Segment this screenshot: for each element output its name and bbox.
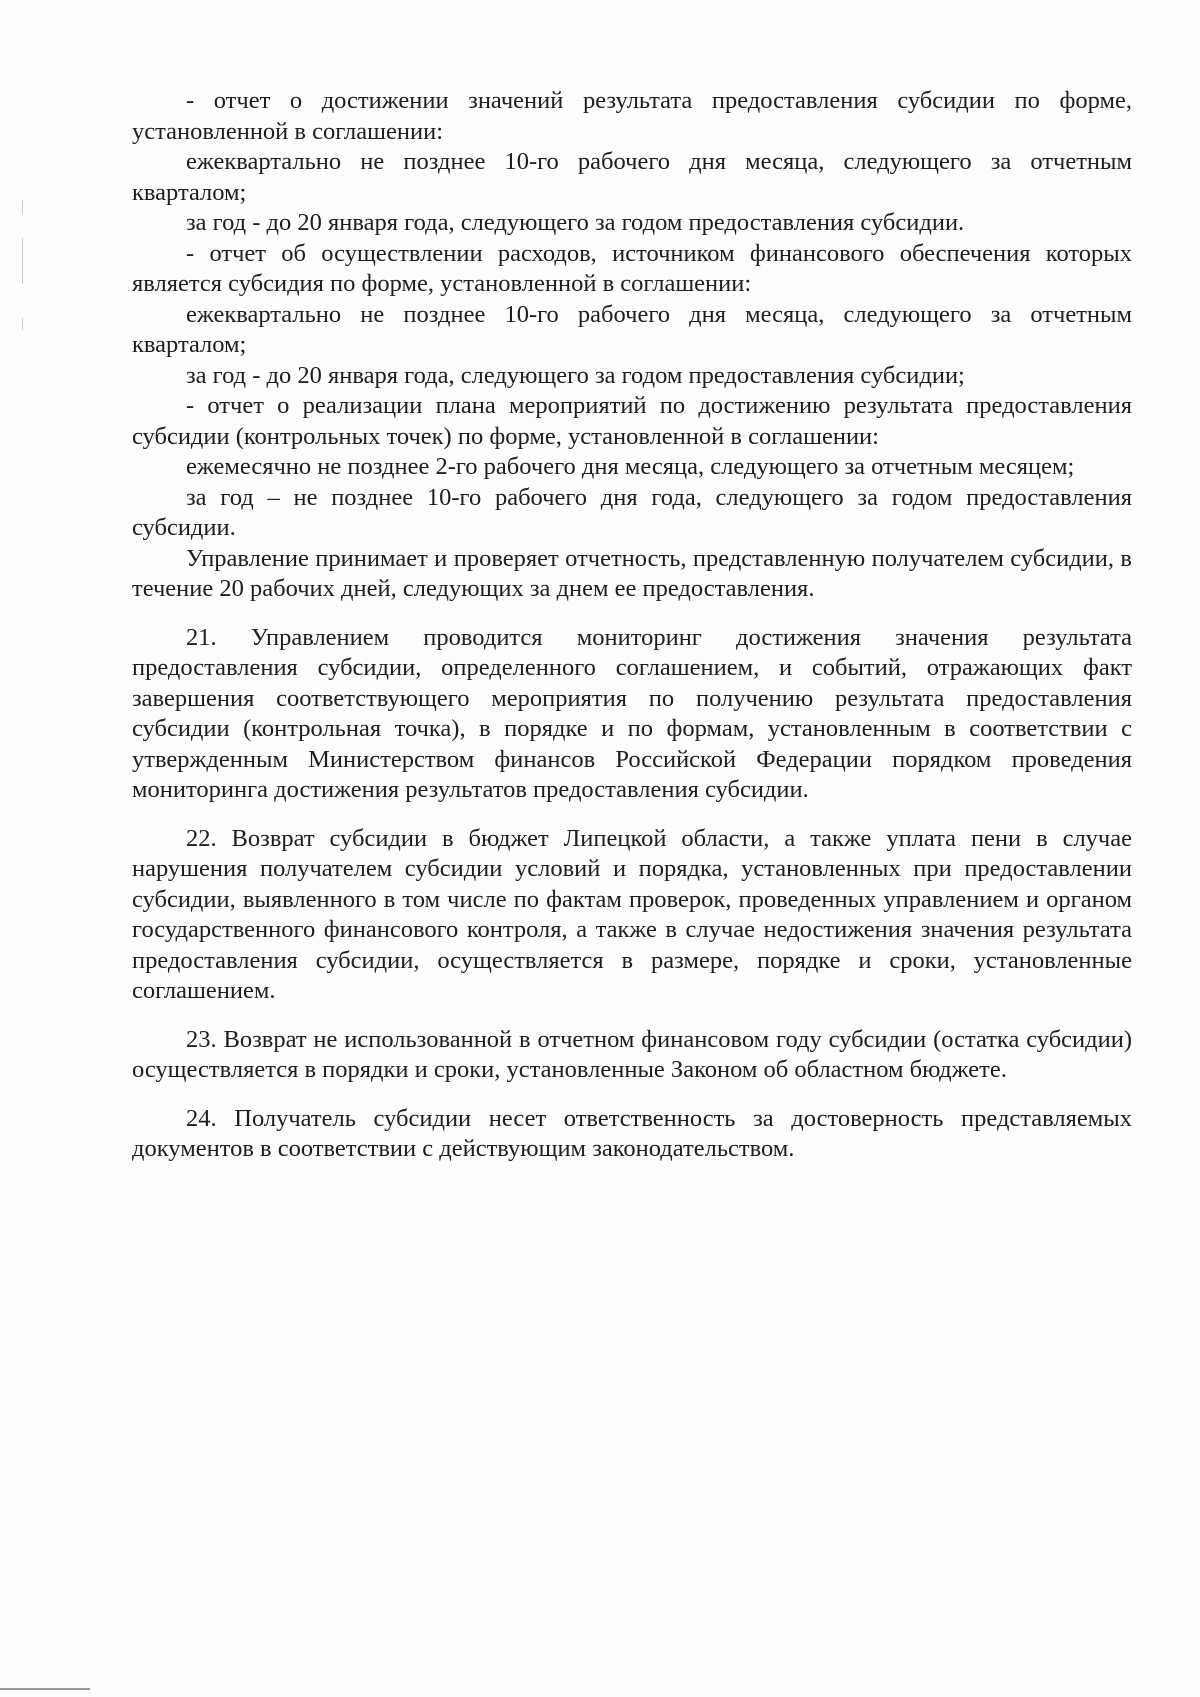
paragraph-yearly-1: за год - до 20 января года, следующего за годом предоставления субсидии. <box>186 209 965 236</box>
paragraph-report-results: - отчет о достижении значений результата предоставления субсидии по форме, установленной в соглашении: <box>132 87 1132 145</box>
paragraph-yearly-3: за год – не позднее 10-го рабочего дня года, следующего за годом предоставления субсидии. <box>132 483 1132 541</box>
footer-rule <box>0 1688 90 1690</box>
paragraph-item-22: 22. Возврат субсидии в бюджет Липецкой области, а также уплата пени в случае нарушения получателем субсидии условий и порядка, установленных при предоставлении субсидии, выявленного в том числе по фактам проверок, проведенных управлением и органом государственного финансового контроля, а также в случае недостижения значения результата предоставления субсидии, осуществляется в размере, порядке и сроки, установленные соглашением. <box>132 824 1132 1004</box>
paragraph-monthly: ежемесячно не позднее 2-го рабочего дня месяца, следующего за отчетным месяцем; <box>186 453 1075 480</box>
paragraph-report-plan: - отчет о реализации плана мероприятий по достижению результата предоставления субсидии (контрольных точек) по форме, установленной в соглашении: <box>132 392 1132 450</box>
paragraph-item-24: 24. Получатель субсидии несет ответственность за достоверность представляемых документов в соответствии с действующим законодательством. <box>132 1104 1132 1162</box>
paragraph-report-expenses: - отчет об осуществлении расходов, источником финансового обеспечения которых является субсидия по форме, установленной в соглашении: <box>132 239 1132 297</box>
paragraph-quarterly-1: ежеквартально не позднее 10-го рабочего дня месяца, следующего за отчетным кварталом; <box>132 148 1132 206</box>
paragraph-quarterly-2: ежеквартально не позднее 10-го рабочего дня месяца, следующего за отчетным кварталом; <box>132 300 1132 358</box>
paragraph-yearly-2: за год - до 20 января года, следующего за годом предоставления субсидии; <box>186 361 965 389</box>
paragraph-item-23: 23. Возврат не использованной в отчетном финансовом году субсидии (остатка субсидии) осуществляется в порядки и сроки, установленные Законом об областном бюджете. <box>132 1025 1132 1083</box>
paragraph-management-review: Управление принимает и проверяет отчетность, представленную получателем субсидии, в течение 20 рабочих дней, следующих за днем ее предоставления. <box>132 544 1132 602</box>
paragraph-item-21: 21. Управлением проводится мониторинг достижения значения результата предоставления субсидии, определенного соглашением, и событий, отражающих факт завершения соответствующего мероприятия по получению результата предоставления субсидии (контрольная точка), в порядке и по формам, установленным в соответствии с утвержденным Министерством финансов Российской Федерации порядком проведения мониторинга достижения результатов предоставления субсидии. <box>132 623 1132 803</box>
binding-marks <box>22 200 26 350</box>
document-body <box>132 86 1132 1165</box>
